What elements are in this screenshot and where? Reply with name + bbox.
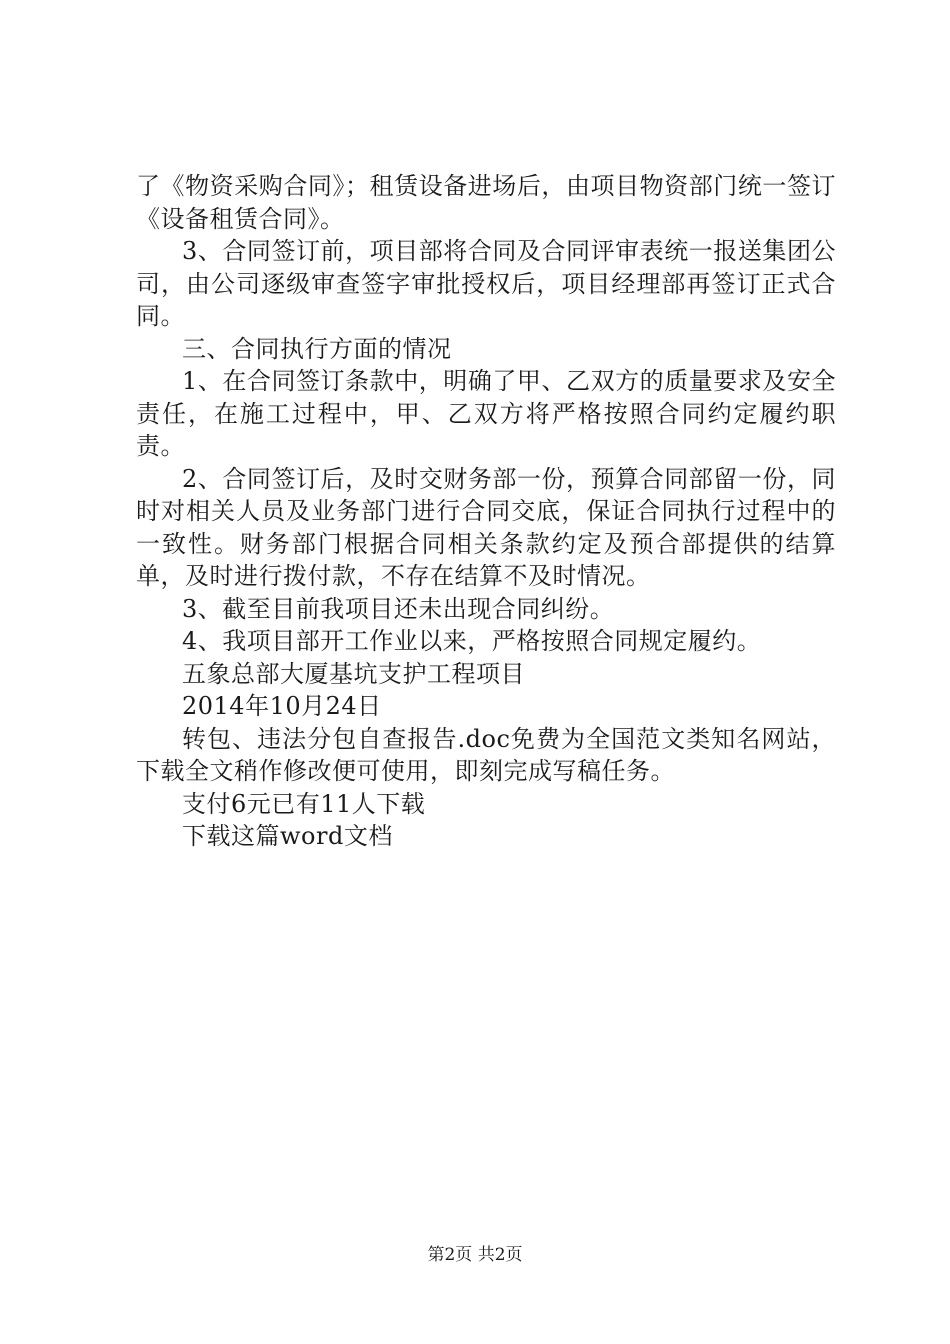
paragraph-item-3-disputes: 3、截至目前我项目还未出现合同纠纷。 — [182, 594, 615, 623]
paragraph-item-1-terms: 1、在合同签订条款中，明确了甲、乙双方的质量要求及安全责任，在施工过程中，甲、乙双方将严格按照合同约定履约职责。 — [136, 367, 836, 460]
page-footer — [0, 1244, 950, 1266]
document-date: 2014年10月24日 — [182, 692, 382, 720]
document-body — [136, 170, 836, 853]
paragraph-item-3-review: 3、合同签订前，项目部将合同及合同评审表统一报送集团公司，由公司逐级审查签字审批授权后，项目经理部再签订正式合同。 — [136, 237, 836, 330]
project-name-signature: 五象总部大厦基坑支护工程项目 — [182, 659, 525, 688]
download-price-text[interactable]: 支付6元已有11人下载 — [182, 789, 426, 818]
site-promo-text: 转包、违法分包自查报告.doc免费为全国范文类知名网站，下载全文稍作修改便可使用，即刻完成写稿任务。 — [136, 724, 836, 785]
paragraph-item-4-compliance: 4、我项目部开工作业以来，严格按照合同规定履约。 — [182, 627, 762, 655]
download-document-link[interactable]: 下载这篇word文档 — [182, 822, 393, 850]
paragraph-item-2-finance: 2、合同签订后，及时交财务部一份，预算合同部留一份，同时对相关人员及业务部门进行合同交底，保证合同执行过程中的一致性。财务部门根据合同相关条款约定及预合部提供的结算单，及时进行拨付款，不存在结算不及时情况。 — [136, 464, 836, 590]
section-heading-contract-execution: 三、合同执行方面的情况 — [182, 334, 452, 363]
page-number: 第2页 共2页 — [427, 1245, 523, 1265]
paragraph-contract-signing-continued: 了《物资采购合同》；租赁设备进场后，由项目物资部门统一签订《设备租赁合同》。 — [136, 172, 836, 233]
